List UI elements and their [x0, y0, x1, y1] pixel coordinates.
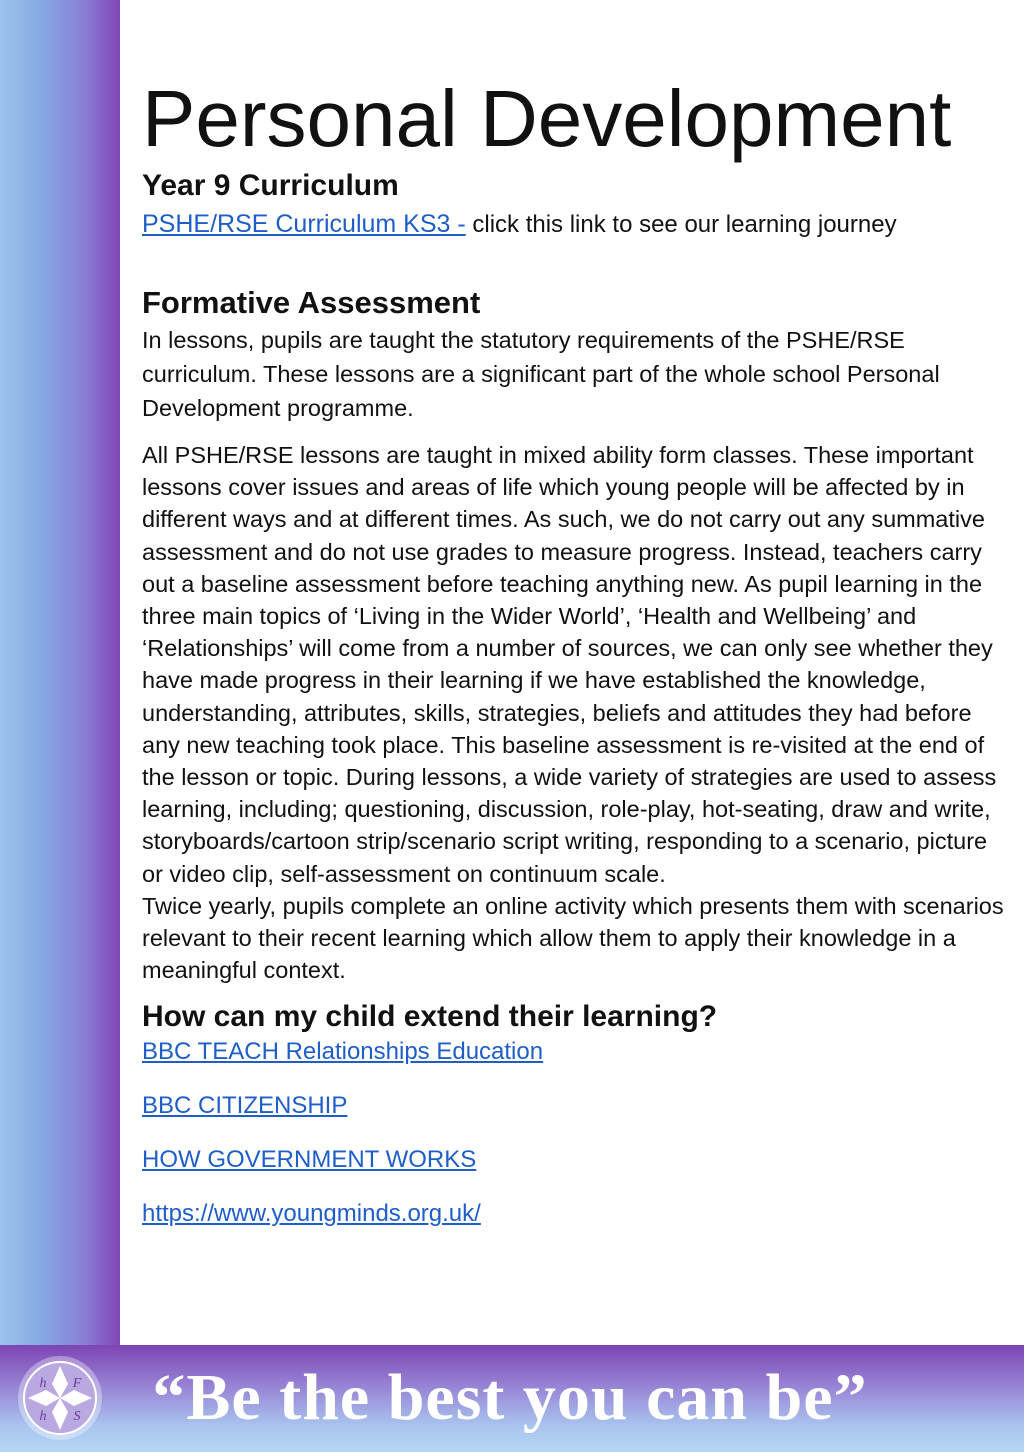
curriculum-link[interactable]: PSHE/RSE Curriculum KS3 -: [142, 210, 466, 238]
logo-letter-4: S: [73, 1409, 81, 1424]
formative-body-2: Twice yearly, pupils complete an online activity which presents them with scenarios relevant to their recent learning which allow them to apply their knowledge in a meaningful context.: [142, 892, 1004, 984]
school-logo: [16, 1354, 104, 1442]
link-bbc-citizenship[interactable]: BBC CITIZENSHIP: [142, 1092, 348, 1120]
formative-assessment-heading: Formative Assessment: [142, 285, 481, 320]
logo-letter-3: h: [39, 1409, 47, 1424]
curriculum-link-suffix: click this link to see our learning journey: [465, 211, 897, 238]
formative-intro: In lessons, pupils are taught the statutory requirements of the PSHE/RSE curriculum. These lessons are a significant part of the whole school Personal Development programme.: [142, 327, 940, 421]
footer-motto: “Be the best you can be”: [152, 1361, 868, 1434]
formative-body: All PSHE/RSE lessons are taught in mixed ability form classes. These important lessons cover issues and areas of life which young people will be affected by in different ways and at different times. As such, we do not carry out any summative assessment and do not use grades to measure progress. Instead, teachers carry out a baseline assessment before teaching anything new. As pupil learning in the three main topics of ‘Living in the Wider World’, ‘Health and Wellbeing’ and ‘Relationships’ will come from a number of sources, we can only see whether they have made progress in their learning if we have established the knowledge, understanding, attributes, skills, strategies, beliefs and attitudes they had before any new teaching took place. This baseline assessment is re-visited at the end of the lesson or topic. During lessons, a wide variety of strategies are used to assess learning, including; questioning, discussion, role-play, hot-seating, draw and write, storyboards/cartoon strip/scenario script writing, responding to a scenario, picture or video clip, self-assessment on continuum scale.: [142, 442, 997, 887]
link-bbc-teach[interactable]: BBC TEACH Relationships Education: [142, 1038, 544, 1066]
extend-links-list: [142, 1036, 1012, 1230]
link-youngminds[interactable]: https://www.youngminds.org.uk/: [142, 1200, 481, 1228]
left-gradient-sidebar: [0, 0, 120, 1345]
main-content: [142, 74, 1012, 1252]
logo-letter-1: h: [39, 1376, 47, 1391]
curriculum-link-line: [142, 208, 1012, 241]
logo-letter-2: F: [72, 1376, 82, 1391]
page-title: Personal Development: [142, 74, 952, 163]
link-how-government-works[interactable]: HOW GOVERNMENT WORKS: [142, 1146, 477, 1174]
extend-learning-heading: How can my child extend their learning?: [142, 1000, 718, 1034]
page-subtitle: Year 9 Curriculum: [142, 169, 399, 202]
